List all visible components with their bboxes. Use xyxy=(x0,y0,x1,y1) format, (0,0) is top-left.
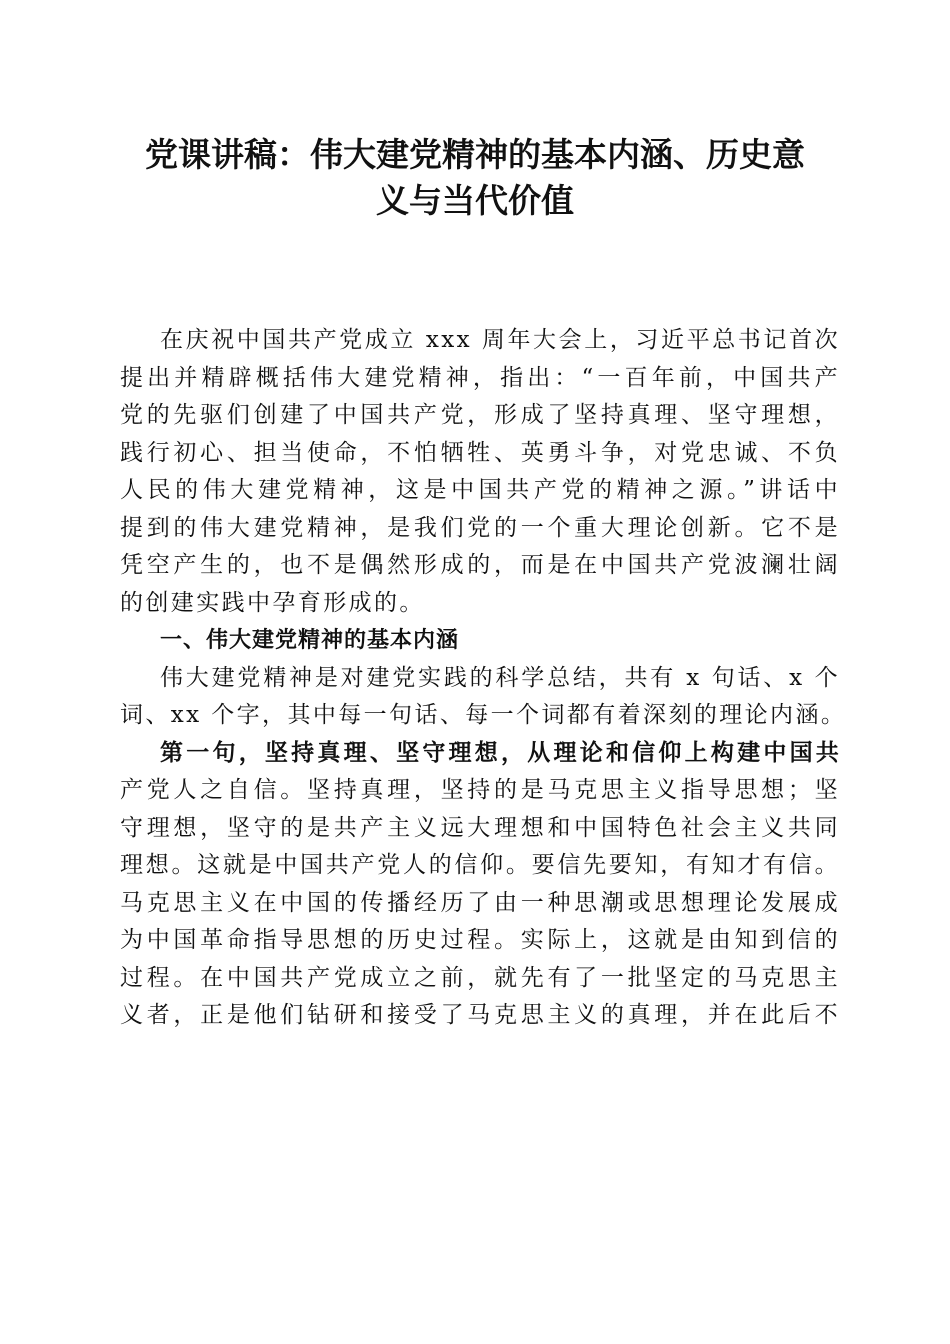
paragraph-line: 提出并精辟概括伟大建党精神，指出：“一百年前，中国共产 xyxy=(120,364,840,391)
paragraph-summary xyxy=(120,660,847,735)
paragraph-lead-bold: 第一句，坚持真理、坚守理想，从理论和信仰上构建中国共 xyxy=(160,739,840,766)
paragraph-line: 凭空产生的，也不是偶然形成的，而是在中国共产党波澜壮阔 xyxy=(120,552,840,578)
paragraph-line: 践行初心、担当使命，不怕牺牲、英勇斗争，对党忠诚、不负 xyxy=(120,439,840,466)
paragraph-line: 过程。在中国共产党成立之前，就先有了一批坚定的马克思主 xyxy=(120,964,840,991)
paragraph-line: 产党人之自信。坚持真理，坚持的是马克思主义指导思想；坚 xyxy=(120,777,840,803)
paragraph-line: 义者，正是他们钻研和接受了马克思主义的真理，并在此后不 xyxy=(120,1002,840,1028)
paragraph-intro xyxy=(120,322,840,622)
paragraph-line: 守理想，坚守的是共产主义远大理想和中国特色社会主义共同 xyxy=(120,814,840,841)
paragraph-line: 词、xx 个字，其中每一句话、每一个词都有着深刻的理论内涵。 xyxy=(120,702,847,728)
paragraph-line: 理想。这就是中国共产党人的信仰。要信先要知，有知才有信。 xyxy=(120,852,840,878)
paragraph-line: 为中国革命指导思想的历史过程。实际上，这就是由知到信的 xyxy=(120,927,840,953)
paragraph-line: 在庆祝中国共产党成立 xxx 周年大会上，习近平总书记首次 xyxy=(160,327,840,353)
paragraph-line: 马克思主义在中国的传播经历了由一种思潮或思想理论发展成 xyxy=(120,889,840,916)
paragraph-line: 党的先驱们创建了中国共产党，形成了坚持真理、坚守理想， xyxy=(120,402,840,428)
title-line-2: 义与当代价值 xyxy=(376,181,574,220)
document-body xyxy=(120,322,847,1035)
paragraph-line: 人民的伟大建党精神，这是中国共产党的精神之源。”讲话中 xyxy=(120,477,840,503)
paragraph-line: 的创建实践中孕育形成的。 xyxy=(120,589,425,616)
paragraph-line: 提到的伟大建党精神，是我们党的一个重大理论创新。它不是 xyxy=(120,514,840,541)
paragraph-line: 伟大建党精神是对建党实践的科学总结，共有 x 句话、x 个 xyxy=(160,664,840,691)
title-line-1: 党课讲稿：伟大建党精神的基本内涵、历史意 xyxy=(145,135,805,174)
document-title xyxy=(100,132,850,224)
section-heading: 一、伟大建党精神的基本内涵 xyxy=(160,628,460,653)
paragraph-first-sentence xyxy=(120,735,840,1035)
